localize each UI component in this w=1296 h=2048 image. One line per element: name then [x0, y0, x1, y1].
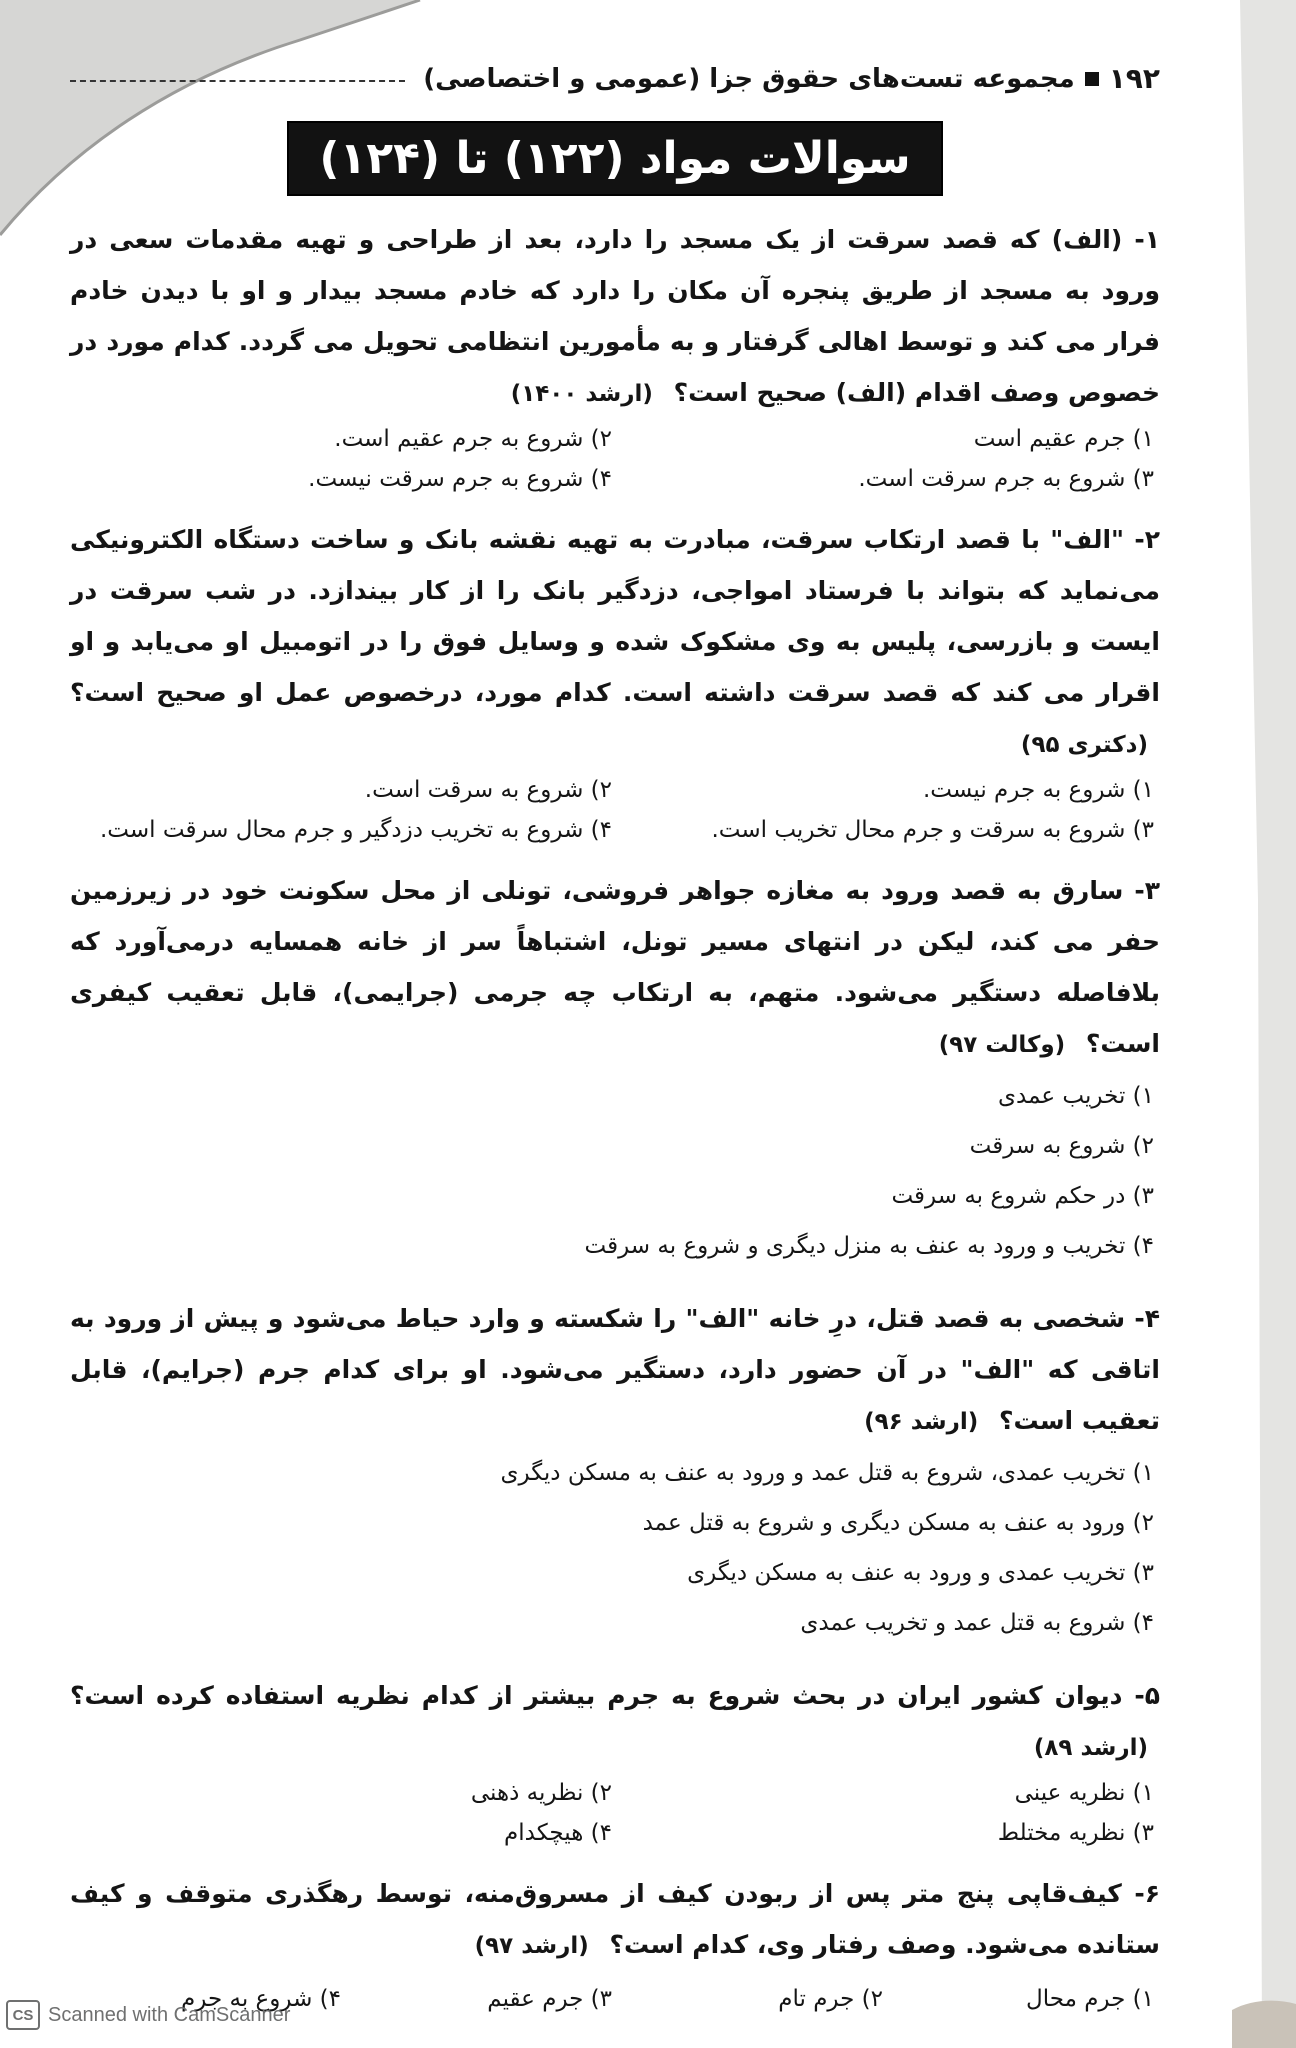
- header-rule: [70, 80, 405, 82]
- option-3: ۳) در حکم شروع به سرقت: [891, 1183, 1154, 1209]
- option-4: ۴) تخریب و ورود به عنف به منزل دیگری و شروع به سرقت: [584, 1233, 1154, 1259]
- camscanner-watermark: [6, 2000, 290, 2030]
- header-square-icon: [1085, 72, 1099, 86]
- page-header: [70, 62, 1160, 95]
- option-2: ۲) شروع به سرقت است.: [364, 777, 612, 803]
- camscanner-text: Scanned with CamScanner: [48, 2003, 291, 2026]
- question-text: ۳- سارق به قصد ورود به مغازه جواهر فروشی، تونلی از محل سکونت خود در زیرزمین حفر می کند، لیکن در انتهای مسیر تونل، اشتباهاً سر از خانه همسایه درمی‌آورد که بلافاصله دستگیر می‌شود. متهم، به ارتکاب چه جرمی (جرایمی)، قابل تعقیب کیفری است؟ (وکالت ۹۷): [70, 876, 1160, 1058]
- option-2: ۲) شروع به سرقت: [969, 1133, 1154, 1159]
- book-title: مجموعه تست‌های حقوق جزا (عمومی و اختصاصی): [423, 63, 1075, 94]
- page-number: ۱۹۲: [1108, 62, 1160, 95]
- question-source: (دکتری ۹۵): [1020, 732, 1148, 758]
- option-3: ۳) جرم عقیم: [487, 1986, 612, 2012]
- option-1: ۱) تخریب عمدی: [998, 1083, 1154, 1109]
- question-source: (ارشد ۹۷): [474, 1933, 589, 1959]
- question-source: (وکالت ۹۷): [938, 1032, 1066, 1058]
- option-4: ۴) شروع به قتل عمد و تخریب عمدی: [800, 1610, 1154, 1636]
- option-4: ۴) هیچکدام: [504, 1820, 612, 1846]
- question-text: ۲- "الف" با قصد ارتکاب سرقت، مبادرت به تهیه نقشه بانک و ساخت دستگاه الکترونیکی می‌نماید که بتواند با فرستاد امواجی، دزدگیر بانک را از کار بیندازد. در شب سرقت در ایست و بازرسی، پلیس به وی مشکوک شده و وسایل فوق را در اتومبیل او می‌یابد و او اقرار می کند که قصد سرقت داشته است. کدام مورد، درخصوص عمل او صحیح است؟ (دکتری ۹۵): [70, 525, 1160, 758]
- option-4: ۴) شروع به جرم سرقت نیست.: [308, 466, 612, 492]
- question-3: [70, 865, 1160, 1271]
- question-text: ۱- (الف) که قصد سرقت از یک مسجد را دارد، بعد از طراحی و تهیه مقدمات سعی در ورود به مسجد از طریق پنجره آن مکان را دارد که خادم مسجد بیدار و او با دیدن خادم فرار می کند و توسط اهالی گرفتار و به مأمورین انتظامی تحویل می گردد. کدام مورد در خصوص وصف اقدام (الف) صحیح است؟ (ارشد ۱۴۰۰): [70, 225, 1160, 407]
- option-1: ۱) جرم محال: [1026, 1986, 1154, 2012]
- option-4: ۴) شروع به جرم: [181, 1986, 341, 2012]
- book-page: [70, 62, 1160, 2012]
- option-1: ۱) شروع به جرم نیست.: [922, 777, 1154, 803]
- option-3: ۳) نظریه مختلط: [997, 1820, 1154, 1846]
- option-1: ۱) نظریه عینی: [1014, 1780, 1154, 1806]
- options: [70, 1448, 1160, 1648]
- option-3: ۳) شروع به جرم سرقت است.: [858, 466, 1154, 492]
- question-text: ۴- شخصی به قصد قتل، درِ خانه "الف" را شکسته و وارد حیاط می‌شود و پیش از ورود به اتاقی که "الف" در آن حضور دارد، دستگیر می‌شود. او برای کدام جرم (جرایم)، قابل تعقیب است؟ (ارشد ۹۶): [70, 1304, 1160, 1435]
- question-4: [70, 1293, 1160, 1648]
- question-5: [70, 1670, 1160, 1846]
- question-source: (ارشد ۱۴۰۰): [510, 381, 653, 407]
- section-title: سوالات مواد (۱۲۲) تا (۱۲۴): [287, 121, 942, 196]
- question-6: [70, 1868, 1160, 2012]
- option-4: ۴) شروع به تخریب دزدگیر و جرم محال سرقت است.: [100, 817, 612, 843]
- option-2: ۲) ورود به عنف به مسکن دیگری و شروع به قتل عمد: [642, 1510, 1154, 1536]
- options: [70, 426, 1160, 492]
- option-2: ۲) شروع به جرم عقیم است.: [334, 426, 612, 452]
- option-1: ۱) جرم عقیم است: [973, 426, 1154, 452]
- question-1: [70, 214, 1160, 492]
- camscanner-logo: CS: [6, 2000, 40, 2030]
- question-text: ۵- دیوان کشور ایران در بحث شروع به جرم بیشتر از کدام نظریه استفاده کرده است؟ (ارشد ۸۹): [70, 1681, 1160, 1761]
- option-2: ۲) نظریه ذهنی: [470, 1780, 612, 1806]
- option-3: ۳) شروع به سرقت و جرم محال تخریب است.: [711, 817, 1154, 843]
- question-source: (ارشد ۸۹): [1033, 1735, 1148, 1761]
- question-source: (ارشد ۹۶): [864, 1409, 979, 1435]
- question-2: [70, 514, 1160, 843]
- options: [70, 1071, 1160, 1271]
- options: [70, 1780, 1160, 1846]
- options: [70, 777, 1160, 843]
- option-1: ۱) تخریب عمدی، شروع به قتل عمد و ورود به عنف به مسکن دیگری: [500, 1460, 1154, 1486]
- question-text: ۶- کیف‌قاپی پنج متر پس از ربودن کیف از مسروق‌منه، توسط رهگذری متوقف و کیف ستانده می‌شود. وصف رفتار وی، کدام است؟ (ارشد ۹۷): [70, 1879, 1160, 1959]
- option-3: ۳) تخریب عمدی و ورود به عنف به مسکن دیگری: [687, 1560, 1154, 1586]
- option-2: ۲) جرم تام: [778, 1986, 883, 2012]
